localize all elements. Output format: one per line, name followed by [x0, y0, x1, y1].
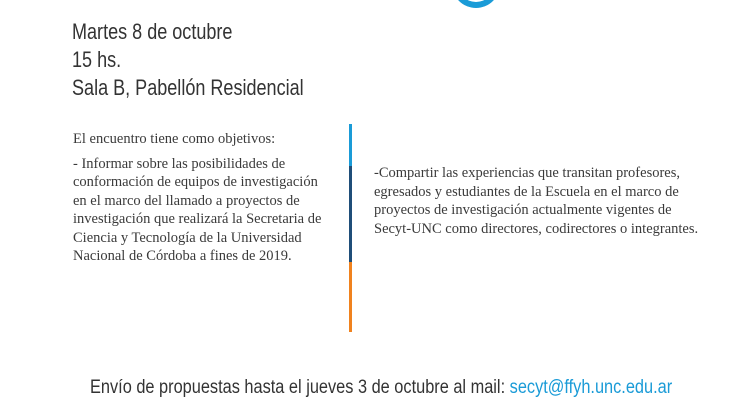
objectives-left-column [73, 130, 335, 266]
divider-segment-bottom [349, 262, 352, 332]
event-time: 15 hs. [72, 47, 122, 72]
submission-footer [90, 376, 735, 400]
decorative-arc [452, 0, 500, 8]
event-place: Sala B, Pabellón Residencial [72, 75, 304, 100]
objectives-heading: El encuentro tiene como objetivos: [73, 131, 276, 147]
objective-inform: - Informar sobre las posibilidades de conformación de equipos de investigación en el marco del llamado a proyectos de investigación que realizará la Secretaria de Ciencia y Tecnología de la Universidad Nacional de Córdoba a fines de 2019. [73, 155, 322, 264]
event-date: Martes 8 de octubre [72, 19, 233, 44]
submission-text: Envío de propuestas hasta el jueves 3 de octubre al mail: [90, 377, 506, 398]
divider-segment-top [349, 124, 352, 166]
column-divider [349, 124, 352, 332]
objective-share: -Compartir las experiencias que transitan profesores, egresados y estudiantes de la Escuela en el marco de proyectos de investigación actualmente vigentes de Secyt-UNC como directores, codirectores o integrantes. [374, 165, 699, 237]
event-info [72, 18, 355, 102]
contact-email-link[interactable]: secyt@ffyh.unc.edu.ar [509, 377, 673, 398]
divider-segment-middle [349, 166, 352, 262]
objectives-right-column [374, 164, 704, 238]
